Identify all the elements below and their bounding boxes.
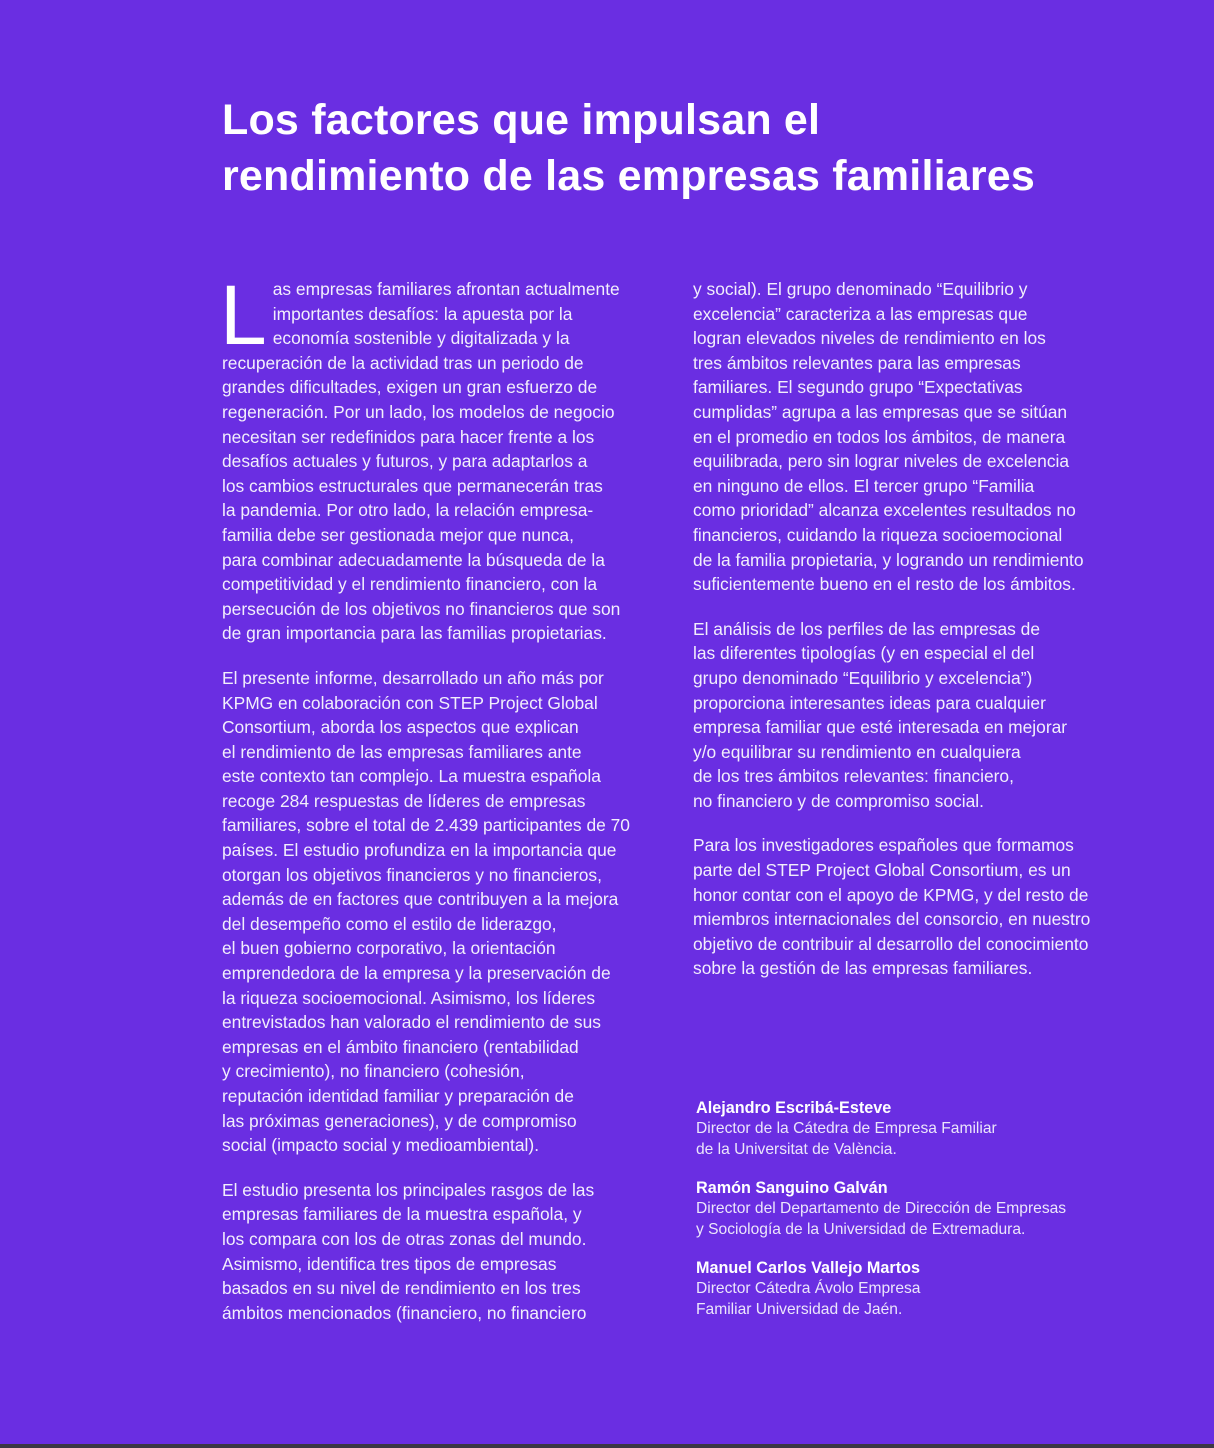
text-line: El presente informe, desarrollado un año más por — [222, 667, 604, 688]
text-line: necesitan ser redefinidos para hacer frente a los — [222, 426, 595, 447]
author-role-line: Director de la Cátedra de Empresa Familiar — [696, 1120, 997, 1137]
text-line: empresas familiares de la muestra española, y — [222, 1204, 582, 1225]
text-line: miembros internacionales del consorcio, en nuestro — [693, 909, 1091, 930]
text-line: otorgan los objetivos financieros y no financieros, — [222, 864, 602, 885]
author-name: Manuel Carlos Vallejo Martos — [696, 1259, 920, 1277]
author-entry — [696, 1097, 1136, 1160]
text-line: objetivo de contribuir al desarrollo del conocimiento — [693, 933, 1089, 954]
text-line: de los tres ámbitos relevantes: financiero, — [693, 766, 1014, 787]
text-line: grupo denominado “Equilibrio y excelencia”) — [693, 667, 1033, 688]
text-line: persecución de los objetivos no financieros que son — [222, 598, 621, 619]
left-column — [220, 268, 667, 1345]
author-role-line: Familiar Universidad de Jaén. — [696, 1300, 903, 1318]
text-line: importantes desafíos: la apuesta por la — [272, 303, 573, 324]
author-role-line: y Sociología de la Universidad de Extremadura. — [696, 1220, 1026, 1238]
text-line: reputación identidad familiar y preparación de — [222, 1086, 574, 1106]
text-line: as empresas familiares afrontan actualmente — [272, 279, 620, 299]
text-line: Consortium, aborda los aspectos que explican — [222, 717, 579, 738]
body-paragraph — [222, 666, 667, 1158]
text-line: financieros, cuidando la riqueza socioemocional — [693, 524, 1063, 545]
text-line: este contexto tan complejo. La muestra española — [222, 766, 601, 787]
author-role-line: Director del Departamento de Dirección de Empresas — [696, 1200, 1067, 1217]
text-line: las próximas generaciones), y de compromiso — [222, 1110, 577, 1131]
authors-block — [696, 1097, 1136, 1337]
text-line: emprendedora de la empresa y la preservación de — [222, 963, 611, 984]
text-line: economía sostenible y digitalizada y la — [272, 328, 570, 349]
text-line: familiares, sobre el total de 2.439 participantes de 70 — [222, 815, 630, 836]
body-paragraph — [222, 1178, 667, 1326]
body-paragraph — [693, 617, 1133, 814]
drop-cap: L — [220, 268, 267, 362]
text-line: recuperación de la actividad tras un periodo de — [222, 352, 584, 373]
author-role-line: Director Cátedra Ávolo Empresa — [696, 1280, 921, 1297]
text-line: parte del STEP Project Global Consortium, es un — [693, 860, 1071, 881]
text-line: la riqueza socioemocional. Asimismo, los líderes — [222, 987, 596, 1008]
author-entry — [696, 1177, 1136, 1240]
text-line: sobre la gestión de las empresas familiares. — [693, 958, 1033, 979]
author-role-line: de la Universitat de València. — [696, 1140, 897, 1158]
text-line: las diferentes tipologías (y en especial el del — [693, 643, 1035, 664]
page-title-line-2: rendimiento de las empresas familiares — [222, 152, 1036, 200]
text-line: honor contar con el apoyo de KPMG, y del resto de — [693, 884, 1089, 905]
text-line: los compara con los de otras zonas del mundo. — [222, 1228, 587, 1249]
right-column — [693, 277, 1133, 1001]
text-line: como prioridad” alcanza excelentes resultados no — [693, 500, 1076, 521]
text-line: empresas en el ámbito financiero (rentabilidad — [222, 1036, 579, 1057]
text-line: ámbitos mencionados (financiero, no financiero — [222, 1302, 587, 1323]
text-line: de gran importancia para las familias propietarias. — [222, 623, 607, 644]
intro-paragraph — [220, 268, 667, 646]
author-name: Ramón Sanguino Galván — [696, 1179, 888, 1197]
text-line: la pandemia. Por otro lado, la relación empresa- — [222, 500, 594, 521]
page-title-line-1: Los factores que impulsan el — [222, 96, 821, 144]
text-line: de la familia propietaria, y logrando un rendimiento — [693, 549, 1084, 570]
text-line: equilibrada, pero sin lograr niveles de excelencia — [693, 451, 1070, 472]
text-line: KPMG en colaboración con STEP Project Global — [222, 692, 598, 713]
text-line: regeneración. Por un lado, los modelos de negocio — [222, 401, 615, 422]
text-line: El análisis de los perfiles de las empresas de — [693, 618, 1041, 639]
page-title — [222, 92, 1122, 204]
text-line: en el promedio en todos los ámbitos, de manera — [693, 426, 1066, 447]
text-line: países. El estudio profundiza en la importancia que — [222, 840, 617, 861]
text-line: además de en factores que contribuyen a la mejora — [222, 889, 619, 910]
text-line: logran elevados niveles de rendimiento en los — [693, 328, 1046, 349]
author-entry — [696, 1257, 1136, 1320]
text-line: entrevistados han valorado el rendimiento de sus — [222, 1012, 601, 1033]
text-line: empresa familiar que esté interesada en mejorar — [693, 717, 1068, 738]
text-line: el buen gobierno corporativo, la orientación — [222, 938, 556, 959]
text-line: tres ámbitos relevantes para las empresas — [693, 352, 1021, 373]
text-line: basados en su nivel de rendimiento en los tres — [222, 1278, 581, 1299]
text-line: grandes dificultades, exigen un gran esfuerzo de — [222, 377, 598, 398]
text-line: proporciona interesantes ideas para cualquier — [693, 692, 1046, 713]
text-line: desafíos actuales y futuros, y para adaptarlos a — [222, 451, 588, 472]
body-paragraph — [693, 833, 1133, 981]
text-line: competitividad y el rendimiento financiero, con la — [222, 574, 598, 595]
text-line: los cambios estructurales que permanecerán tras — [222, 475, 603, 496]
bottom-divider — [0, 1444, 1214, 1448]
text-line: suficientemente bueno en el resto de los ámbitos. — [693, 574, 1076, 595]
text-line: social (impacto social y medioambiental). — [222, 1135, 540, 1156]
text-line: el rendimiento de las empresas familiares ante — [222, 741, 582, 762]
text-line: Asimismo, identifica tres tipos de empresas — [222, 1253, 557, 1274]
text-line: recoge 284 respuestas de líderes de empresas — [222, 790, 586, 811]
text-line: para combinar adecuadamente la búsqueda de la — [222, 549, 605, 570]
body-paragraph — [693, 277, 1133, 597]
text-line: y/o equilibrar su rendimiento en cualquiera — [693, 741, 1021, 762]
author-name: Alejandro Escribá-Esteve — [696, 1099, 892, 1117]
text-line: El estudio presenta los principales rasgos de las — [222, 1179, 595, 1200]
text-line: excelencia” caracteriza a las empresas que — [693, 303, 1028, 324]
text-line: familiares. El segundo grupo “Expectativas — [693, 377, 1023, 398]
text-line: no financiero y de compromiso social. — [693, 790, 984, 811]
text-line: familia debe ser gestionada mejor que nunca, — [222, 524, 574, 545]
text-line: y social). El grupo denominado “Equilibrio y — [693, 279, 1028, 299]
text-line: y crecimiento), no financiero (cohesión, — [222, 1061, 525, 1082]
text-line: en ninguno de ellos. El tercer grupo “Familia — [693, 475, 1035, 496]
text-line: del desempeño como el estilo de liderazgo, — [222, 913, 557, 934]
text-line: cumplidas” agrupa a las empresas que se sitúan — [693, 401, 1068, 422]
text-line: Para los investigadores españoles que formamos — [693, 835, 1074, 856]
